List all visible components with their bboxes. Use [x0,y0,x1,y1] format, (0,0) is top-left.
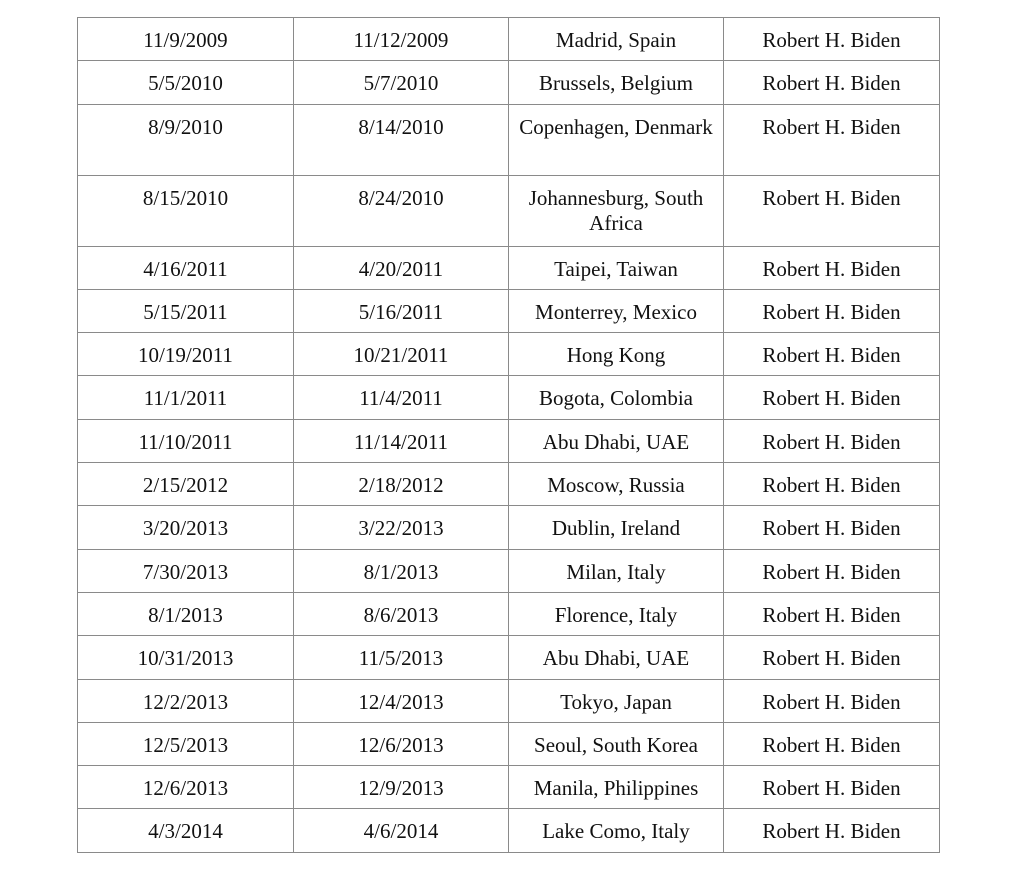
location-cell: Manila, Philippines [509,766,724,809]
location-cell: Johannesburg, South Africa [509,175,724,246]
location-cell: Lake Como, Italy [509,809,724,852]
travel-table [77,17,940,853]
end-date-cell: 8/6/2013 [294,592,509,635]
traveler-cell: Robert H. Biden [724,506,940,549]
table-row [78,722,940,765]
traveler-cell: Robert H. Biden [724,18,940,61]
location-cell: Florence, Italy [509,592,724,635]
table-row [78,175,940,246]
end-date-cell: 11/12/2009 [294,18,509,61]
traveler-cell: Robert H. Biden [724,809,940,852]
location-cell: Tokyo, Japan [509,679,724,722]
end-date-cell: 11/14/2011 [294,419,509,462]
table-row [78,18,940,61]
traveler-cell: Robert H. Biden [724,549,940,592]
location-cell: Abu Dhabi, UAE [509,419,724,462]
start-date-cell: 4/3/2014 [78,809,294,852]
start-date-cell: 5/15/2011 [78,289,294,332]
end-date-cell: 8/14/2010 [294,104,509,175]
start-date-cell: 2/15/2012 [78,463,294,506]
location-cell: Brussels, Belgium [509,61,724,104]
end-date-cell: 3/22/2013 [294,506,509,549]
start-date-cell: 12/6/2013 [78,766,294,809]
start-date-cell: 8/9/2010 [78,104,294,175]
start-date-cell: 12/2/2013 [78,679,294,722]
table-row [78,636,940,679]
traveler-cell: Robert H. Biden [724,463,940,506]
traveler-cell: Robert H. Biden [724,766,940,809]
location-cell: Hong Kong [509,333,724,376]
end-date-cell: 5/16/2011 [294,289,509,332]
table-row [78,766,940,809]
table-row [78,809,940,852]
location-cell: Bogota, Colombia [509,376,724,419]
location-cell: Monterrey, Mexico [509,289,724,332]
traveler-cell: Robert H. Biden [724,289,940,332]
table-row [78,61,940,104]
travel-table-body [78,18,940,853]
table-row [78,333,940,376]
end-date-cell: 4/6/2014 [294,809,509,852]
end-date-cell: 11/4/2011 [294,376,509,419]
start-date-cell: 12/5/2013 [78,722,294,765]
start-date-cell: 11/9/2009 [78,18,294,61]
location-cell: Abu Dhabi, UAE [509,636,724,679]
traveler-cell: Robert H. Biden [724,419,940,462]
table-row [78,506,940,549]
end-date-cell: 12/6/2013 [294,722,509,765]
traveler-cell: Robert H. Biden [724,636,940,679]
end-date-cell: 11/5/2013 [294,636,509,679]
start-date-cell: 7/30/2013 [78,549,294,592]
end-date-cell: 10/21/2011 [294,333,509,376]
start-date-cell: 8/1/2013 [78,592,294,635]
traveler-cell: Robert H. Biden [724,376,940,419]
table-row [78,289,940,332]
location-cell: Madrid, Spain [509,18,724,61]
location-cell: Moscow, Russia [509,463,724,506]
table-row [78,679,940,722]
traveler-cell: Robert H. Biden [724,104,940,175]
start-date-cell: 11/1/2011 [78,376,294,419]
table-row [78,246,940,289]
start-date-cell: 3/20/2013 [78,506,294,549]
traveler-cell: Robert H. Biden [724,592,940,635]
traveler-cell: Robert H. Biden [724,175,940,246]
end-date-cell: 4/20/2011 [294,246,509,289]
document-page [77,17,940,853]
location-cell: Copenhagen, Denmark [509,104,724,175]
start-date-cell: 5/5/2010 [78,61,294,104]
start-date-cell: 8/15/2010 [78,175,294,246]
start-date-cell: 4/16/2011 [78,246,294,289]
table-row [78,592,940,635]
traveler-cell: Robert H. Biden [724,679,940,722]
traveler-cell: Robert H. Biden [724,333,940,376]
traveler-cell: Robert H. Biden [724,722,940,765]
location-cell: Milan, Italy [509,549,724,592]
table-row [78,419,940,462]
location-cell: Taipei, Taiwan [509,246,724,289]
start-date-cell: 10/19/2011 [78,333,294,376]
table-row [78,376,940,419]
end-date-cell: 12/9/2013 [294,766,509,809]
traveler-cell: Robert H. Biden [724,61,940,104]
table-row [78,549,940,592]
end-date-cell: 8/1/2013 [294,549,509,592]
table-row [78,463,940,506]
end-date-cell: 12/4/2013 [294,679,509,722]
location-cell: Seoul, South Korea [509,722,724,765]
location-cell: Dublin, Ireland [509,506,724,549]
table-row [78,104,940,175]
traveler-cell: Robert H. Biden [724,246,940,289]
start-date-cell: 10/31/2013 [78,636,294,679]
start-date-cell: 11/10/2011 [78,419,294,462]
end-date-cell: 2/18/2012 [294,463,509,506]
end-date-cell: 5/7/2010 [294,61,509,104]
end-date-cell: 8/24/2010 [294,175,509,246]
